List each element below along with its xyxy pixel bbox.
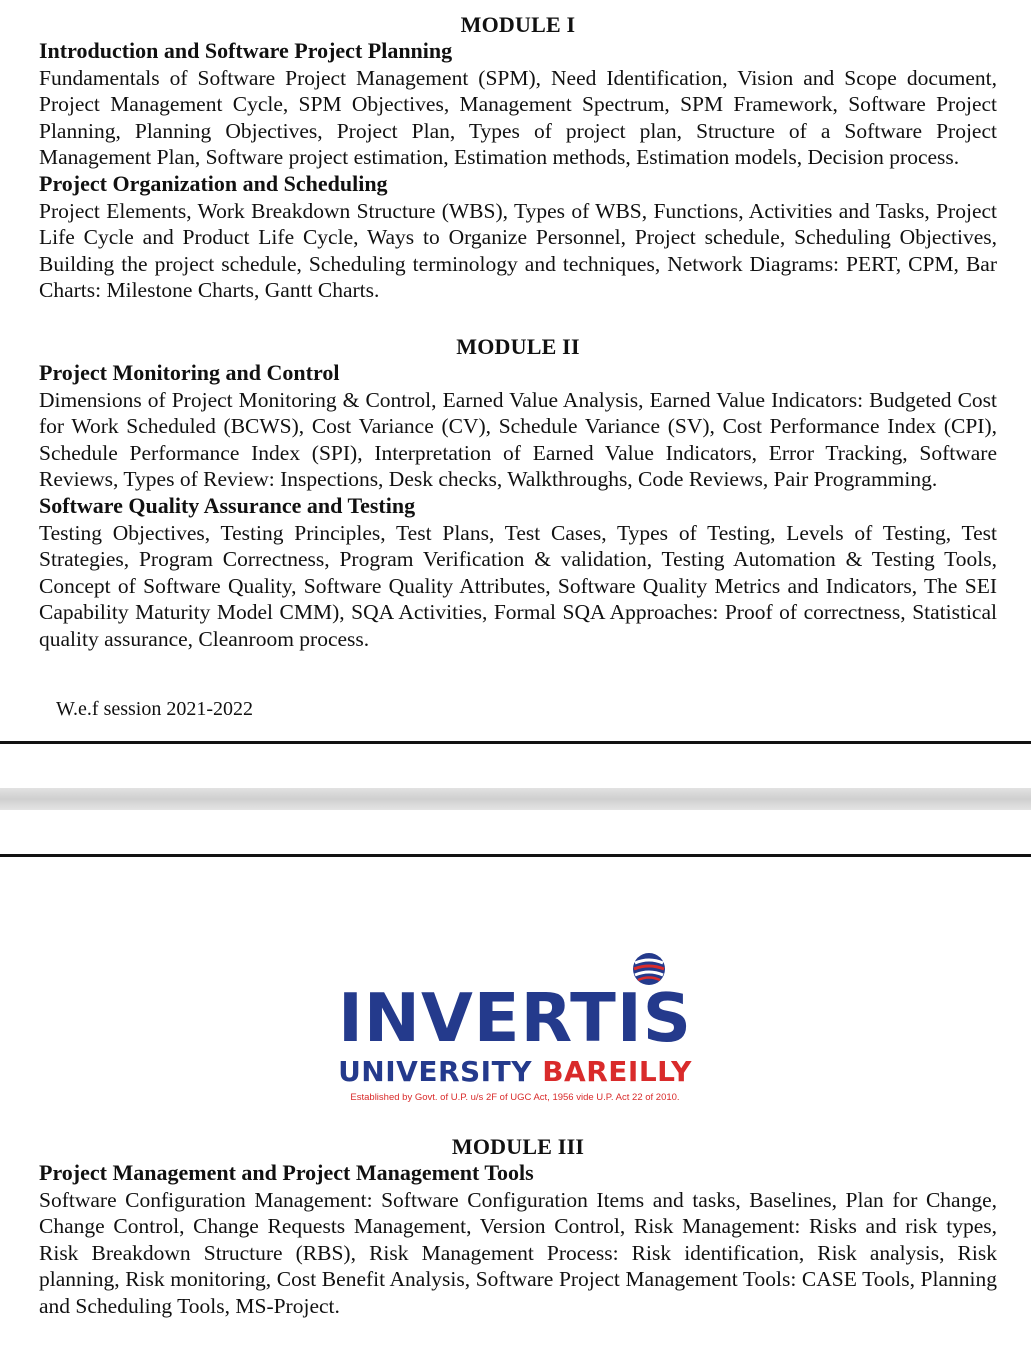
module-3-section-1-heading: Project Management and Project Management Tools	[39, 1160, 534, 1185]
page-top-rule	[0, 854, 1031, 857]
module-2-title: MODULE II	[456, 334, 580, 359]
module-1-title: MODULE I	[460, 12, 576, 37]
module-2-section-1-body: Dimensions of Project Monitoring & Control, Earned Value Analysis, Earned Value Indicators: Budgeted Cost for Work Scheduled (BCWS), Cost Variance (CV), Schedule Variance (SV), Cost Performance Index (CPI), Schedule Performance Index (SPI), Interpretation of Earned Value Indicators, Error Tracking, Software Reviews, Types of Review: Inspections, Desk checks, Walkthroughs, Code Reviews, Pair Programming.	[39, 387, 997, 492]
university-logo	[300, 952, 730, 1112]
module-1-section-2-body: Project Elements, Work Breakdown Structure (WBS), Types of WBS, Functions, Activities and Tasks, Project Life Cycle and Product Life Cycle, Ways to Organize Personnel, Project schedule, Scheduling Objectives, Building the project schedule, Scheduling terminology and techniques, Network Diagrams: PERT, CPM, Bar Charts: Milestone Charts, Gantt Charts.	[39, 198, 997, 303]
logo-university-text: UNIVERSITY	[338, 1055, 532, 1088]
module-3-section-1-body: Software Configuration Management: Software Configuration Items and tasks, Baselines, Plan for Change, Change Control, Change Requests Management, Version Control, Risk Management: Risks and risk types, Risk Breakdown Structure (RBS), Risk Management Process: Risk identification, Risk analysis, Risk planning, Risk monitoring, Cost Benefit Analysis, Software Project Management Tools: CASE Tools, Planning and Scheduling Tools, MS-Project.	[39, 1187, 997, 1318]
logo-subtitle	[300, 1056, 730, 1088]
module-2-section-1-heading: Project Monitoring and Control	[39, 360, 340, 385]
module-1-block	[39, 12, 997, 304]
module-1-section-1-body: Fundamentals of Software Project Management (SPM), Need Identification, Vision and Scope document, Project Management Cycle, SPM Objectives, Management Spectrum, SPM Framework, Software Project Planning, Planning Objectives, Project Plan, Types of project plan, Structure of a Software Project Management Plan, Software project estimation, Estimation methods, Estimation models, Decision process.	[39, 65, 997, 170]
module-1-section-2-heading: Project Organization and Scheduling	[39, 170, 388, 196]
module-1-section-1-heading: Introduction and Software Project Planning	[39, 38, 453, 63]
logo-city-text: BAREILLY	[542, 1055, 692, 1088]
logo-established-note: Established by Govt. of U.P. u/s 2F of UGC Act, 1956 vide U.P. Act 22 of 2010.	[350, 1092, 680, 1103]
session-note: W.e.f session 2021-2022	[56, 698, 254, 720]
module-3-title: MODULE III	[451, 1134, 585, 1159]
session-footer	[56, 696, 1014, 722]
page-separator-stripe	[0, 788, 1031, 810]
logo-wordmark: INVERTIS	[337, 979, 693, 1057]
module-2-section-2-body: Testing Objectives, Testing Principles, Test Plans, Test Cases, Types of Testing, Levels of Testing, Test Strategies, Program Correctness, Program Verification & validation, Testing Automation & Testing Tools, Concept of Software Quality, Software Quality Attributes, Software Quality Metrics and Indicators, The SEI Capability Maturity Model CMM), SQA Activities, Formal SQA Approaches: Proof of correctness, Statistical quality assurance, Cleanroom process.	[39, 520, 997, 651]
module-2-block	[39, 334, 997, 653]
page-bottom-rule	[0, 741, 1031, 744]
module-2-section-2-heading: Software Quality Assurance and Testing	[39, 492, 416, 518]
module-3-block	[39, 1134, 997, 1320]
